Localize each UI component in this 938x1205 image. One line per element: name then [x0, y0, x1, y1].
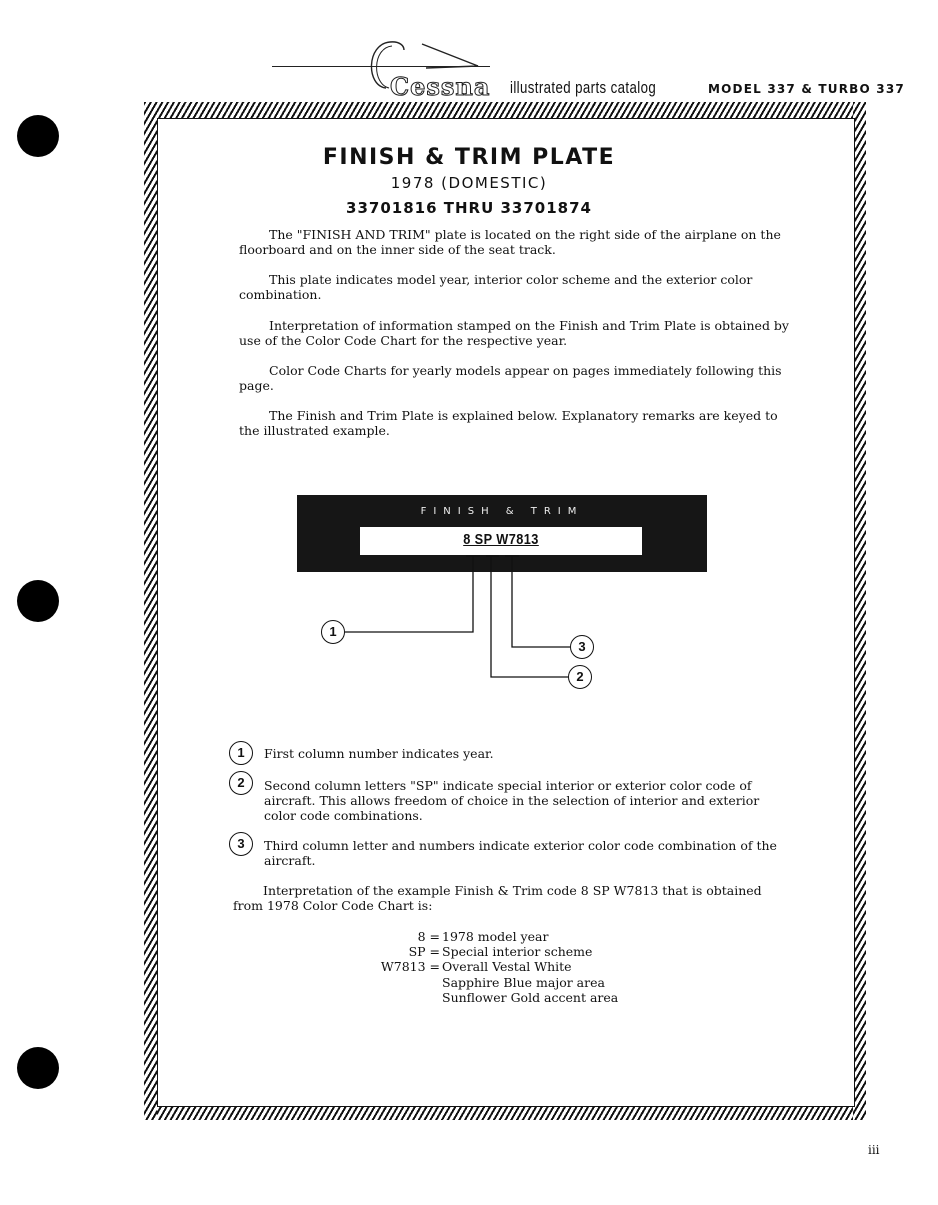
plate-code-box	[360, 527, 642, 555]
plate-code: 8 SP W7813	[463, 531, 539, 548]
model-label: MODEL 337 & TURBO 337	[708, 82, 905, 96]
legend-row	[340, 959, 440, 974]
legend-row	[340, 944, 440, 959]
paragraph: Color Code Charts for yearly models appear on pages immediately following this page.	[239, 363, 782, 393]
callout-3: 3	[570, 635, 594, 659]
serial-range: 33701816 THRU 33701874	[346, 199, 592, 217]
brand-name: Cessna	[390, 72, 491, 101]
paragraph: The Finish and Trim Plate is explained below. Explanatory remarks are keyed to the illustrated example.	[239, 408, 778, 438]
binder-hole-bottom	[17, 1047, 59, 1089]
legend-key: 8 =	[417, 929, 440, 944]
legend-key: W7813 =	[380, 959, 440, 974]
legend-value: Overall Vestal White	[442, 959, 572, 974]
page-number: iii	[868, 1143, 880, 1157]
legend-value: Sunflower Gold accent area	[442, 990, 619, 1005]
page-subtitle: 1978 (DOMESTIC)	[390, 174, 548, 192]
paragraph: The "FINISH AND TRIM" plate is located on the right side of the airplane on the floorboard and on the inner side of the seat track.	[239, 227, 781, 257]
note-badge-3: 3	[229, 832, 253, 856]
note-2: Second column letters "SP" indicate special interior or exterior color code of aircraft. This allows freedom of choice in the selection of interior and exterior color code combinations.	[264, 778, 760, 823]
page-title: FINISH & TRIM PLATE	[322, 145, 616, 170]
catalog-title: illustrated parts catalog	[510, 78, 657, 97]
binder-hole-middle	[17, 580, 59, 622]
paragraph: Interpretation of information stamped on the Finish and Trim Plate is obtained by use of the Color Code Chart for the respective year.	[239, 318, 789, 348]
legend-row	[340, 929, 440, 944]
note-badge-1: 1	[229, 741, 253, 765]
callout-2: 2	[568, 665, 592, 689]
finish-trim-plate	[297, 495, 707, 572]
paragraph: This plate indicates model year, interior color scheme and the exterior color combination.	[239, 272, 753, 302]
callout-1: 1	[321, 620, 345, 644]
interpretation-text: Interpretation of the example Finish & Trim code 8 SP W7813 that is obtained from 1978 Color Code Chart is:	[233, 883, 762, 913]
legend-value: Special interior scheme	[442, 944, 593, 959]
legend-value: 1978 model year	[442, 929, 549, 944]
note-3: Third column letter and numbers indicate exterior color code combination of the aircraft.	[264, 838, 777, 868]
note-1: First column number indicates year.	[264, 746, 494, 761]
legend-key: SP =	[408, 944, 440, 959]
note-badge-2: 2	[229, 771, 253, 795]
plate-title: FINISH & TRIM	[420, 506, 584, 517]
legend-value: Sapphire Blue major area	[442, 975, 605, 990]
